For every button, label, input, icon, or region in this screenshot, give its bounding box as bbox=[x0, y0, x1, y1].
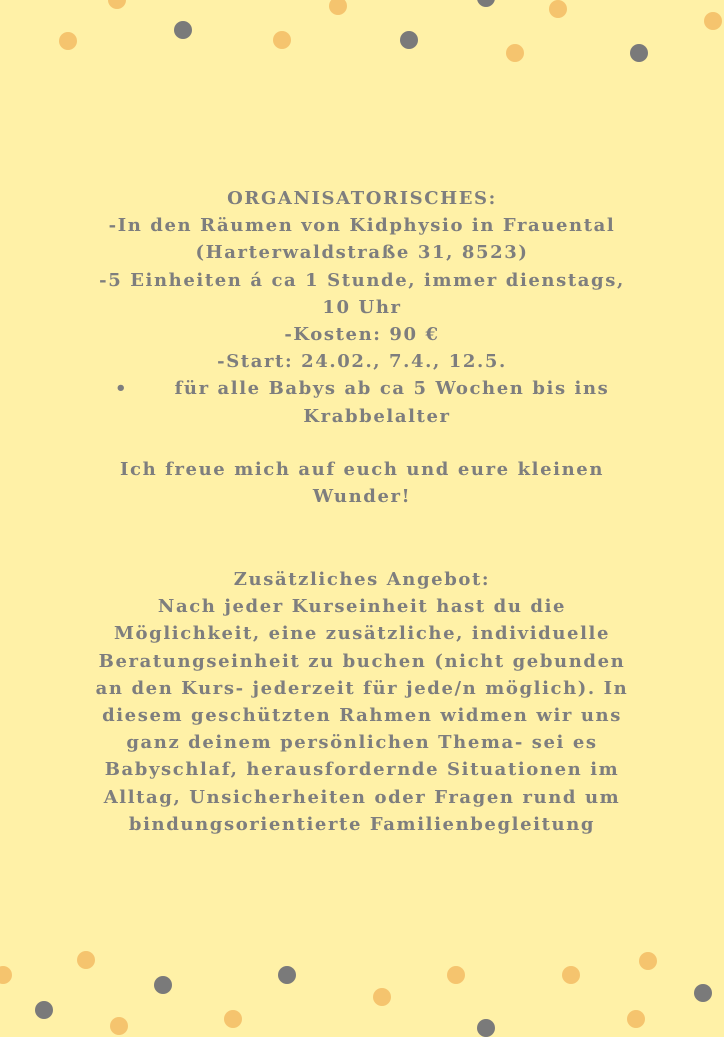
extra-offer-line: an den Kurs- jederzeit für jede/n möglich). In bbox=[95, 677, 629, 699]
decorative-dot bbox=[174, 21, 192, 39]
decorative-dot bbox=[562, 966, 580, 984]
decorative-dot bbox=[373, 988, 391, 1006]
extra-offer-line: Alltag, Unsicherheiten oder Fragen rund um bbox=[103, 786, 621, 808]
extra-offer-line: Babyschlaf, herausfordernde Situationen im bbox=[104, 759, 620, 781]
time-line: 10 Uhr bbox=[322, 296, 402, 318]
decorative-dot bbox=[108, 0, 126, 9]
extra-offer-line: Beratungseinheit zu buchen (nicht gebunden bbox=[98, 650, 626, 672]
decorative-dot bbox=[549, 0, 567, 18]
location-line: -In den Räumen von Kidphysio in Frauental bbox=[108, 215, 616, 237]
start-dates-line: -Start: 24.02., 7.4., 12.5. bbox=[217, 351, 507, 373]
cost-line: -Kosten: 90 € bbox=[284, 324, 440, 346]
decorative-dot bbox=[639, 952, 657, 970]
decorative-dot bbox=[110, 1017, 128, 1035]
extra-offer-line: diesem geschützten Rahmen widmen wir uns bbox=[102, 705, 622, 727]
greeting-line-2: Wunder! bbox=[312, 486, 412, 508]
decorative-dot bbox=[477, 1019, 495, 1037]
decorative-dot bbox=[694, 984, 712, 1002]
decorative-dot bbox=[35, 1001, 53, 1019]
decorative-dot bbox=[278, 966, 296, 984]
extra-offer-line: ganz deinem persönlichen Thema- sei es bbox=[126, 732, 598, 754]
extra-offer-line: Nach jeder Kurseinheit hast du die bbox=[157, 596, 567, 618]
greeting-section bbox=[60, 456, 664, 510]
audience-line-cont: Krabbelalter bbox=[303, 405, 451, 427]
decorative-dot bbox=[0, 966, 12, 984]
organization-section bbox=[60, 185, 664, 430]
decorative-dot bbox=[447, 966, 465, 984]
decorative-dot bbox=[77, 951, 95, 969]
greeting-line-1: Ich freue mich auf euch und eure kleinen bbox=[119, 459, 605, 480]
decorative-dot bbox=[329, 0, 347, 15]
decorative-dot bbox=[154, 976, 172, 994]
units-line: -5 Einheiten á ca 1 Stunde, immer dienstags, bbox=[99, 269, 625, 291]
extra-offer-heading: Zusätzliches Angebot: bbox=[233, 569, 491, 590]
decorative-dot bbox=[477, 0, 495, 7]
bullet-icon: • bbox=[115, 378, 129, 400]
decorative-dot bbox=[704, 12, 722, 30]
organization-heading: ORGANISATORISCHES: bbox=[227, 188, 497, 209]
decorative-dot bbox=[224, 1010, 242, 1028]
decorative-dot bbox=[400, 31, 418, 49]
extra-offer-section bbox=[60, 566, 664, 838]
audience-line bbox=[60, 375, 664, 402]
address-line: (Harterwaldstraße 31, 8523) bbox=[195, 242, 529, 264]
audience-text: für alle Babys ab ca 5 Wochen bis ins bbox=[174, 378, 610, 400]
extra-offer-line: Möglichkeit, eine zusätzliche, individuelle bbox=[114, 623, 610, 645]
decorative-dot bbox=[630, 44, 648, 62]
extra-offer-line: bindungsorientierte Familienbegleitung bbox=[128, 813, 596, 835]
decorative-dot bbox=[627, 1010, 645, 1028]
decorative-dot bbox=[59, 32, 77, 50]
decorative-dot bbox=[273, 31, 291, 49]
decorative-dot bbox=[506, 44, 524, 62]
